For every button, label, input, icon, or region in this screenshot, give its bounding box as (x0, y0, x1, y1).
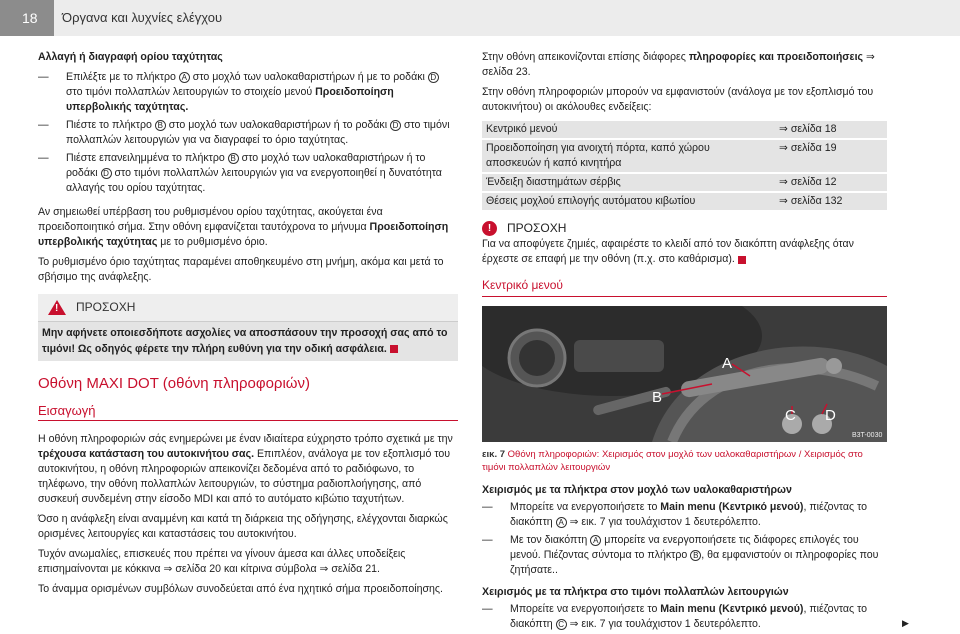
list-item: — Πιέστε το πλήκτρο B στο μοχλό των υαλοκαθαριστήρων ή το ροδάκι D στο τιμόνι πολλαπλών λειτουργιών για να διαγραφεί το όριο ταχύτητας. (38, 118, 458, 148)
subheading: Χειρισμός με τα πλήκτρα στον μοχλό των υαλοκαθαριστήρων (482, 484, 792, 496)
label-b: B (652, 389, 663, 406)
paragraph: Η οθόνη πληροφοριών σάς ενημερώνει με έναν ιδιαίτερα εύχρηστο τρόπο σχετικά με την τρέχουσα κατάσταση του αυτοκινήτου σας. Επιπλέον, ανάλογα με τον εξοπλισμό του αυτοκινήτου, η οθόνη πληροφοριών απεικονίζει δεδομένα από το ραδιόφωνο, το τηλέφωνο, την οθόνη πολλαπλών λειτουργιών, το σύστημα ραδιοπλοήγησης, από συσκευή συνδεμένη στην είσοδο MDI και από το αυτόματο κιβώτιο ταχυτήτων. (38, 433, 453, 506)
figure-code: B3T-0030 (852, 432, 883, 439)
list-item: — Πιέστε επανειλημμένα το πλήκτρο B στο μοχλό των υαλοκαθαριστήρων ή το ροδάκι D στο τιμόνι πολλαπλών λειτουργιών για να ενεργοποιηθεί η δυνατότητα αλλαγής του ορίου ταχύτητας. (38, 151, 458, 196)
paragraph: Το άναμμα ορισμένων συμβόλων συνοδεύεται από ένα ηχητικό σήμα προειδοποίησης. (38, 583, 443, 596)
ref-a: A (590, 535, 601, 546)
ref-a: A (179, 72, 190, 83)
continue-arrow-icon: ▶ (902, 618, 909, 628)
paragraph: Τυχόν ανωμαλίες, επισκευές που πρέπει να γίνουν άμεσα και άλλες υποδείξεις επισημαίνονται με κόκκινα ⇒ σελίδα 20 και κίτρινα σύμβολα ⇒ σελίδα 21. (38, 548, 406, 576)
page-header (0, 0, 960, 36)
list-item: — Μπορείτε να ενεργοποιήσετε το Main menu (Κεντρικό μενού), πιέζοντας το διακόπτη A ⇒ εικ. 7 για τουλάχιστον 1 δευτερόλεπτο. (482, 500, 887, 530)
end-marker-icon (390, 345, 398, 353)
list-item: — Με τον διακόπτη A μπορείτε να ενεργοποιήσετε τις διάφορες επιλογές του μενού. Πιέζοντας σύντομα το πλήκτρο B , θα εμφανιστούν οι πληροφορίες που ζητήσατε.. (482, 533, 887, 578)
chapter-title: Όργανα και λυχνίες ελέγχου (62, 10, 223, 25)
divider (482, 296, 887, 297)
subheading: Χειρισμός με τα πλήκτρα στο τιμόνι πολλαπλών λειτουργιών (482, 586, 789, 599)
left-column (38, 50, 458, 361)
menu-instructions (482, 483, 887, 634)
caution-title: ΠΡΟΣΟΧΗ (507, 221, 567, 236)
section-title: Αλλαγή ή διαγραφή ορίου ταχύτητας (38, 51, 223, 63)
paragraph: Στην οθόνη απεικονίζονται επίσης διάφορες πληροφορίες και προειδοποιήσεις ⇒ σελίδα 23. (482, 51, 875, 79)
page-number: 18 (0, 0, 54, 36)
menu-heading: Κεντρικό μενού (482, 278, 563, 293)
table-row: Θέσεις μοχλού επιλογής αυτόματου κιβωτίου ⇒ σελίδα 132 (482, 192, 887, 211)
paragraph: Το ρυθμισμένο όριο ταχύτητας παραμένει αποθηκευμένο στη μνήμη, ακόμα και μετά το σβήσιμο της ανάφλεξης. (38, 256, 444, 284)
label-d: D (825, 407, 836, 424)
maxi-body (38, 432, 458, 602)
ref-d: D (390, 120, 401, 131)
table-row: Κεντρικό μενού ⇒ σελίδα 18 (482, 121, 887, 139)
warning-text: Μην αφήνετε οποιεσδήποτε ασχολίες να αποσπάσουν την προσοχή σας από το τιμόνι! Ως οδηγός φέρετε την πλήρη ευθύνη για την οδική ασφάλεια. (42, 327, 448, 355)
intro-subheading: Εισαγωγή (38, 403, 96, 418)
list-item: — Μπορείτε να ενεργοποιήσετε το Main menu (Κεντρικό μενού), πιέζοντας το διακόπτη C ⇒ εικ. 7 για τουλάχιστον 1 δευτερόλεπτο. (482, 602, 887, 632)
caution-text: Για να αποφύγετε ζημιές, αφαιρέστε το κλειδί από τον διακόπτη ανάφλεξης όταν έρχεστε σε επαφή με την οθόνη (π.χ. στο καθάρισμα). (482, 238, 854, 266)
steering-wheel-image (482, 306, 887, 442)
end-marker-icon (738, 256, 746, 264)
right-column (482, 50, 887, 297)
divider (38, 420, 458, 421)
paragraph: Στην οθόνη πληροφοριών μπορούν να εμφανιστούν (ανάλογα με τον εξοπλισμό του αυτοκινήτου) οι ακόλουθες ενδείξεις: (482, 86, 874, 114)
steering-wheel-illustration (482, 306, 887, 442)
table-row: Ένδειξη διαστημάτων σέρβις ⇒ σελίδα 12 (482, 173, 887, 192)
paragraph: Όσο η ανάφλεξη είναι αναμμένη και κατά τη διάρκεια της οδήγησης, ελέγχονται διαρκώς ορισμένες λειτουργίες και καταστάσεις του αυτοκινήτου. (38, 513, 448, 541)
paragraph: Αν σημειωθεί υπέρβαση του ρυθμισμένου ορίου ταχύτητας, ακούγεται ένα προειδοποιητικό σήμα. Στην οθόνη εμφανίζεται ταυτόχρονα το μήνυμα Προειδοποίηση υπερβολικής ταχύτητας με το ρυθμισμένο όριο. (38, 206, 449, 249)
warning-title: ΠΡΟΣΟΧΗ (76, 300, 136, 315)
ref-d: D (428, 72, 439, 83)
ref-d: D (101, 168, 112, 179)
warning-box (38, 294, 458, 360)
table-row: Προειδοποίηση για ανοιχτή πόρτα, καπό χώρου αποσκευών ή καπό κινητήρα ⇒ σελίδα 19 (482, 139, 887, 173)
list-item: — Επιλέξτε με το πλήκτρο A στο μοχλό των υαλοκαθαριστήρων ή με το ροδάκι D στο τιμόνι πολλαπλών λειτουργιών το στοιχείο μενού Προειδοποίηση υπερβολικής ταχύτητας. (38, 70, 458, 115)
ref-b: B (155, 120, 166, 131)
display-table (482, 121, 887, 212)
label-c: C (785, 407, 796, 424)
label-a: A (722, 355, 733, 372)
maxi-heading: Οθόνη MAXI DOT (οθόνη πληροφοριών) (38, 375, 310, 392)
caution-icon: ! (482, 221, 497, 236)
figure-caption: εικ. 7 Οθόνη πληροφοριών: Χειρισμός στον μοχλό των υαλοκαθαριστήρων / Χειρισμός στο τιμόνι πολλαπλών λειτουργιών (482, 449, 863, 474)
caution-header (482, 220, 887, 237)
ref-c: C (556, 619, 567, 630)
warning-icon (48, 300, 66, 315)
ref-a: A (556, 517, 567, 528)
ref-b: B (690, 550, 701, 561)
ref-b: B (228, 153, 239, 164)
